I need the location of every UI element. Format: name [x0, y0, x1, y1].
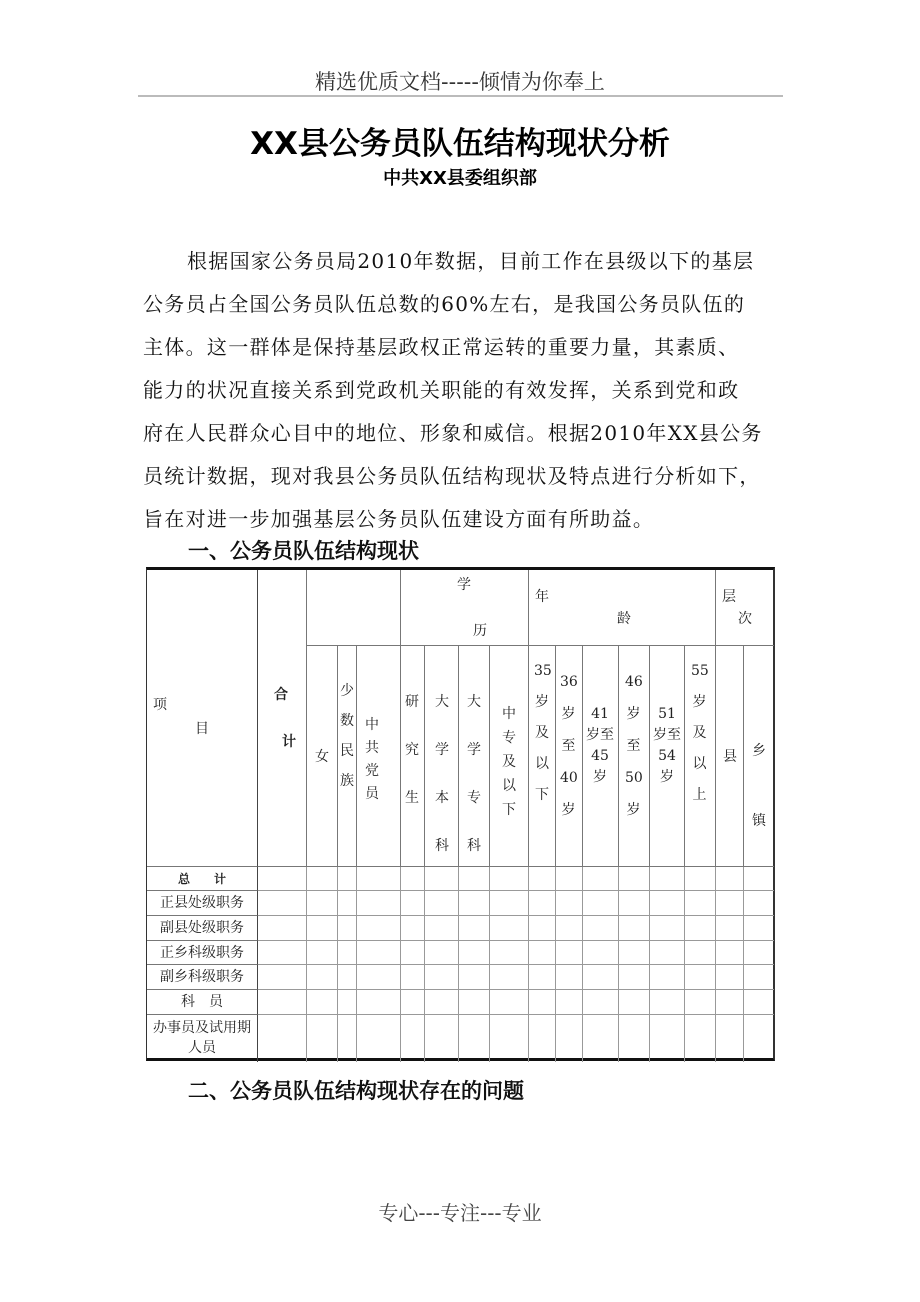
table-cell: [459, 916, 490, 941]
table-cell: [716, 867, 744, 891]
table-cell: [338, 1015, 357, 1062]
paragraph-line: 根据国家公务员局2010年数据，目前工作在县级以下的基层: [187, 249, 755, 273]
table-cell: [650, 990, 685, 1015]
table-cell: [425, 891, 459, 916]
header-col-township: 乡镇: [744, 646, 774, 867]
page-footer: 专心---专注---专业: [378, 1201, 542, 1225]
row-label: 正乡科级职务: [147, 941, 258, 965]
table-cell: [338, 941, 357, 965]
table-cell: [556, 916, 583, 941]
table-cell: [716, 916, 744, 941]
table-cell: [425, 990, 459, 1015]
table-cell: [716, 891, 744, 916]
table-cell: [583, 1015, 619, 1062]
table-cell: [258, 916, 307, 941]
header-col-female: 女: [307, 646, 338, 867]
table-cell: [583, 941, 619, 965]
table-cell: [401, 1015, 425, 1062]
table-cell: [258, 1015, 307, 1062]
table-cell: [685, 916, 716, 941]
header-group-level: 层 次: [716, 570, 774, 646]
header-col-age-ge55: 55岁及以上: [685, 646, 716, 867]
table-cell: [338, 916, 357, 941]
table-cell: [619, 916, 650, 941]
document-title: XX县公务员队伍结构现状分析: [250, 126, 670, 162]
header-item-cell: [147, 570, 258, 867]
table-cell: [338, 867, 357, 891]
table-cell: [716, 941, 744, 965]
row-label: 副县处级职务: [147, 916, 258, 941]
table-cell: [619, 941, 650, 965]
table-cell: [490, 916, 529, 941]
header-total-cell: [258, 570, 307, 867]
header-col-party: 中共党员: [357, 646, 401, 867]
table-cell: [490, 941, 529, 965]
paragraph-line: 员统计数据，现对我县公务员队伍结构现状及特点进行分析如下，: [143, 464, 761, 488]
table-cell: [338, 990, 357, 1015]
header-col-age-36-40: 36岁至40岁: [556, 646, 583, 867]
table-cell: [357, 965, 401, 990]
table-cell: [619, 1015, 650, 1062]
table-cell: [529, 867, 556, 891]
table-cell: [490, 990, 529, 1015]
table-cell: [307, 941, 338, 965]
table-cell: [556, 867, 583, 891]
table-cell: [650, 891, 685, 916]
table-cell: [650, 941, 685, 965]
table-cell: [685, 941, 716, 965]
table-cell: [425, 965, 459, 990]
header-col-minority: 少数民族: [338, 646, 357, 867]
table-cell: [685, 867, 716, 891]
table-cell: [490, 867, 529, 891]
table-cell: [258, 990, 307, 1015]
table-cell: [744, 867, 774, 891]
table-cell: [490, 1015, 529, 1062]
table-cell: [650, 1015, 685, 1062]
table-cell: [556, 891, 583, 916]
table-cell: [529, 1015, 556, 1062]
table-cell: [583, 965, 619, 990]
paragraph-line: 府在人民群众心目中的地位、形象和威信。根据2010年XX县公务: [143, 421, 763, 445]
row-label: 副乡科级职务: [147, 965, 258, 990]
header-col-college: 大学专科: [459, 646, 490, 867]
table-cell: [459, 990, 490, 1015]
table-cell: [425, 867, 459, 891]
table-cell: [619, 891, 650, 916]
row-label: 科 员: [147, 990, 258, 1015]
table-cell: [357, 916, 401, 941]
table-cell: [529, 941, 556, 965]
table-cell: [307, 1015, 338, 1062]
table-cell: [744, 965, 774, 990]
table-cell: [459, 1015, 490, 1062]
table-cell: [529, 916, 556, 941]
table-cell: [685, 965, 716, 990]
header-col-bachelor: 大学本科: [425, 646, 459, 867]
table-cell: [357, 941, 401, 965]
table-cell: [529, 990, 556, 1015]
table-cell: [685, 990, 716, 1015]
table-cell: [425, 1015, 459, 1062]
table-cell: [459, 867, 490, 891]
table-cell: [357, 891, 401, 916]
table-cell: [556, 1015, 583, 1062]
table-cell: [401, 867, 425, 891]
table-cell: [307, 990, 338, 1015]
table-cell: [619, 965, 650, 990]
document-subtitle: 中共XX县委组织部: [383, 168, 537, 189]
table-cell: [401, 891, 425, 916]
table-cell: [583, 916, 619, 941]
table-cell: [258, 891, 307, 916]
table-cell: [556, 941, 583, 965]
table-cell: [459, 941, 490, 965]
table-cell: [716, 965, 744, 990]
table-cell: [357, 1015, 401, 1062]
header-col-county: 县: [716, 646, 744, 867]
table-cell: [556, 965, 583, 990]
table-cell: [685, 1015, 716, 1062]
table-cell: [650, 867, 685, 891]
table-cell: [619, 867, 650, 891]
table-cell: [744, 990, 774, 1015]
table-cell: [650, 916, 685, 941]
header-item-char: 项: [153, 697, 167, 713]
table-cell: [490, 891, 529, 916]
table-cell: [425, 916, 459, 941]
table-cell: [258, 941, 307, 965]
header-group-empty: [307, 570, 401, 646]
table-cell: [425, 941, 459, 965]
table-cell: [619, 990, 650, 1015]
paragraph-line: 能力的状况直接关系到党政机关职能的有效发挥，关系到党和政: [143, 378, 740, 402]
header-col-postgrad: 研究生: [401, 646, 425, 867]
intro-paragraph: [143, 240, 788, 541]
table-cell: [583, 867, 619, 891]
civil-servant-structure-table: [146, 567, 775, 1061]
table-cell: [716, 1015, 744, 1062]
table-cell: [529, 965, 556, 990]
header-group-education: 学 历: [401, 570, 529, 646]
table-cell: [401, 941, 425, 965]
table-cell: [556, 990, 583, 1015]
table-cell: [685, 891, 716, 916]
header-col-age-le35: 35岁及以下: [529, 646, 556, 867]
header-col-age-51-54: 51岁至54岁: [650, 646, 685, 867]
table-cell: [307, 891, 338, 916]
table-cell: [744, 941, 774, 965]
page-header: 精选优质文档-----倾情为你奉上: [315, 70, 605, 94]
table-cell: [459, 891, 490, 916]
table-cell: [529, 891, 556, 916]
table-cell: [338, 891, 357, 916]
section-heading-1: 一、公务员队伍结构现状: [188, 539, 419, 563]
paragraph-line: 旨在对进一步加强基层公务员队伍建设方面有所助益。: [143, 507, 655, 531]
table-cell: [401, 965, 425, 990]
table-cell: [258, 867, 307, 891]
header-total-char: 合: [274, 687, 288, 703]
header-total-char: 计: [282, 734, 296, 750]
header-item-char: 目: [195, 721, 209, 737]
table-cell: [459, 965, 490, 990]
table-cell: [258, 965, 307, 990]
header-group-age: 年 龄: [529, 570, 716, 646]
table-cell: [307, 916, 338, 941]
header-divider: [138, 95, 783, 97]
table-cell: [716, 990, 744, 1015]
header-col-age-46-50: 46岁至50岁: [619, 646, 650, 867]
table-cell: [744, 891, 774, 916]
table-cell: [490, 965, 529, 990]
table-cell: [583, 990, 619, 1015]
table-cell: [307, 867, 338, 891]
table-cell: [744, 916, 774, 941]
paragraph-line: 公务员占全国公务员队伍总数的60%左右，是我国公务员队伍的: [143, 292, 746, 316]
header-col-secondary: 中专及以下: [490, 646, 529, 867]
table-cell: [744, 1015, 774, 1062]
table-cell: [401, 916, 425, 941]
row-label: 总 计: [147, 867, 258, 891]
header-col-age-41-45: 41岁至45岁: [583, 646, 619, 867]
table-cell: [357, 990, 401, 1015]
table-cell: [307, 965, 338, 990]
row-label: 正县处级职务: [147, 891, 258, 916]
table-cell: [401, 990, 425, 1015]
table-cell: [583, 891, 619, 916]
row-label: 办事员及试用期人员: [147, 1015, 258, 1062]
section-heading-2: 二、公务员队伍结构现状存在的问题: [188, 1079, 524, 1103]
paragraph-line: 主体。这一群体是保持基层政权正常运转的重要力量，其素质、: [143, 335, 740, 359]
table-cell: [357, 867, 401, 891]
table-cell: [650, 965, 685, 990]
table-cell: [338, 965, 357, 990]
